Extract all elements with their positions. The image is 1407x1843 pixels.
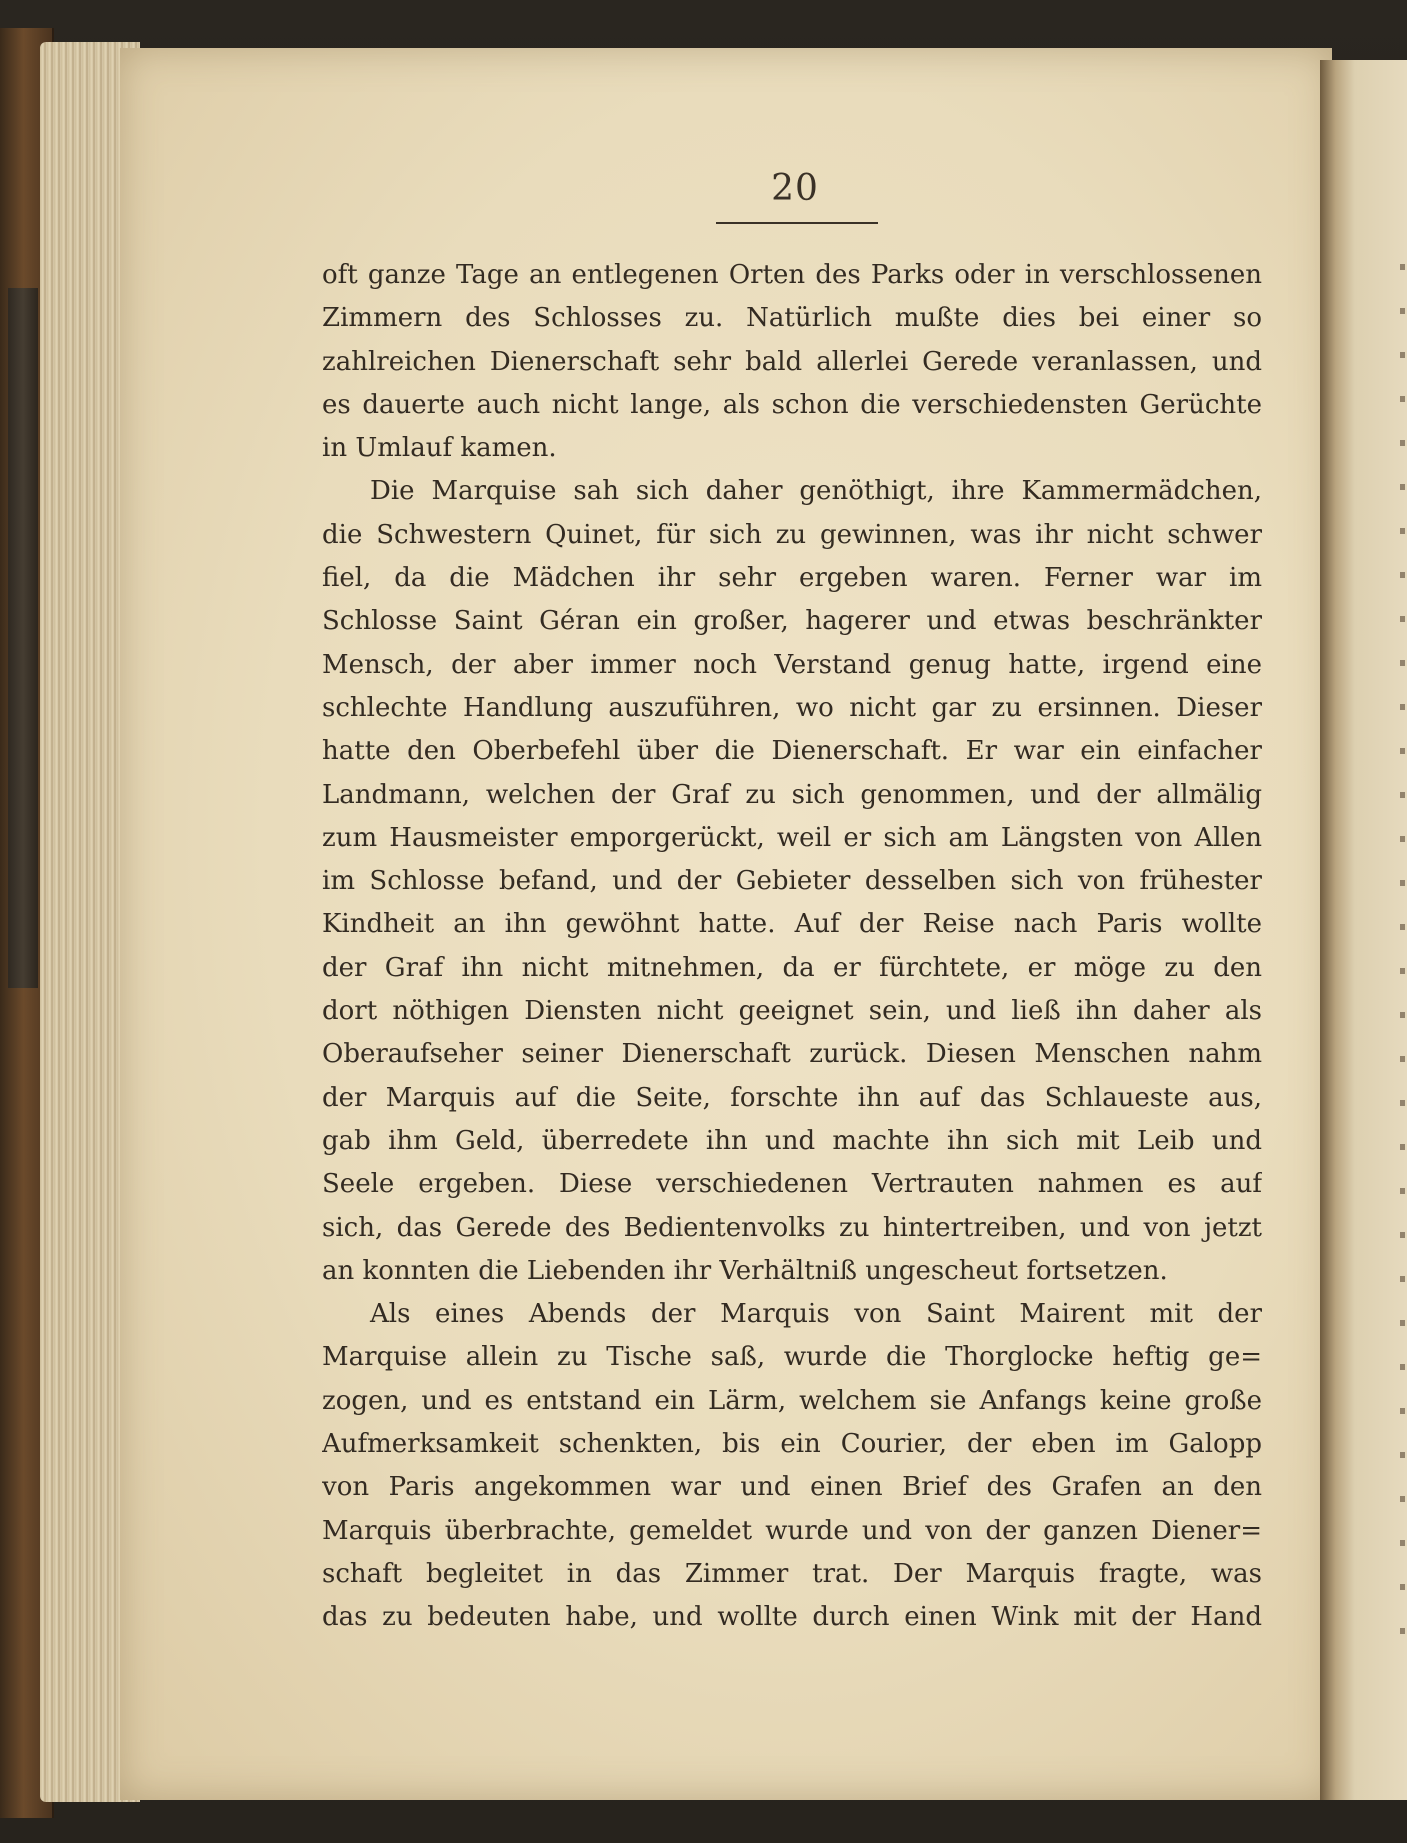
cover-cloth-patch xyxy=(8,288,38,988)
facing-page-text-marks xyxy=(1400,240,1405,1640)
facing-page-gutter xyxy=(1320,60,1407,1800)
text-line: zahlreichen Dienerschaft sehr bald allerlei Gerede veranlassen, und xyxy=(322,346,1262,377)
text-line: an konnten die Liebenden ihr Verhältniß ungescheut fortsetzen. xyxy=(322,1255,1168,1286)
text-line: gab ihm Geld, überredete ihn und machte ihn sich mit Leib und xyxy=(322,1125,1262,1156)
text-line: Marquise allein zu Tische saß, wurde die Thorglocke heftig ge= xyxy=(322,1342,1262,1373)
text-line: Die Marquise sah sich daher genöthigt, ihre Kammermädchen, xyxy=(370,476,1262,507)
text-line: der Graf ihn nicht mitnehmen, da er fürchtete, er möge zu den xyxy=(322,952,1262,983)
text-line: sich, das Gerede des Bedientenvolks zu hintertreiben, und von jetzt xyxy=(322,1212,1262,1243)
text-line: Marquis überbrachte, gemeldet wurde und von der ganzen Diener= xyxy=(322,1515,1262,1546)
text-line: im Schlosse befand, und der Gebieter desselben sich von frühester xyxy=(322,866,1262,897)
text-line: Oberaufseher seiner Dienerschaft zurück. Diesen Menschen nahm xyxy=(322,1039,1262,1070)
text-line: der Marquis auf die Seite, forschte ihn auf das Schlaueste aus, xyxy=(322,1082,1262,1113)
text-line: Als eines Abends der Marquis von Saint Mairent mit der xyxy=(370,1299,1262,1330)
text-line: in Umlauf kamen. xyxy=(322,433,557,464)
text-line: Landmann, welchen der Graf zu sich genommen, und der allmälig xyxy=(322,779,1262,810)
body-text xyxy=(322,254,1262,1640)
text-line: oft ganze Tage an entlegenen Orten des Parks oder in verschlossenen xyxy=(322,260,1262,290)
text-line: das zu bedeuten habe, und wollte durch einen Wink mit der Hand xyxy=(322,1602,1262,1633)
text-line: schlechte Handlung auszuführen, wo nicht gar zu ersinnen. Dieser xyxy=(322,692,1262,723)
page-number-rule xyxy=(716,222,878,224)
text-line: von Paris angekommen war und einen Brief des Grafen an den xyxy=(322,1472,1262,1503)
text-line: Seele ergeben. Diese verschiedenen Vertrauten nahmen es auf xyxy=(322,1169,1262,1200)
text-line: Kindheit an ihn gewöhnt hatte. Auf der Reise nach Paris wollte xyxy=(322,909,1262,940)
text-line: Schlosse Saint Géran ein großer, hagerer und etwas beschränkter xyxy=(322,606,1262,637)
text-line: zogen, und es entstand ein Lärm, welchem sie Anfangs keine große xyxy=(322,1385,1262,1416)
text-line: dort nöthigen Diensten nicht geeignet sein, und ließ ihn daher als xyxy=(322,996,1262,1027)
text-line: die Schwestern Quinet, für sich zu gewinnen, was ihr nicht schwer xyxy=(322,519,1262,550)
text-line: hatte den Oberbefehl über die Dienerschaft. Er war ein einfacher xyxy=(322,736,1262,767)
text-line: Aufmerksamkeit schenkten, bis ein Courier, der eben im Galopp xyxy=(322,1429,1262,1460)
page-number: 20 xyxy=(771,168,819,209)
text-line: schaft begleitet in das Zimmer trat. Der Marquis fragte, was xyxy=(322,1558,1262,1589)
text-line: zum Hausmeister emporgerückt, weil er sich am Längsten von Allen xyxy=(322,822,1262,853)
text-line: es dauerte auch nicht lange, als schon die verschiedensten Gerüchte xyxy=(322,389,1262,420)
text-line: Mensch, der aber immer noch Verstand genug hatte, irgend eine xyxy=(322,649,1262,680)
text-line: Zimmern des Schlosses zu. Natürlich mußte dies bei einer so xyxy=(322,303,1262,334)
text-line: fiel, da die Mädchen ihr sehr ergeben waren. Ferner war im xyxy=(322,563,1262,594)
